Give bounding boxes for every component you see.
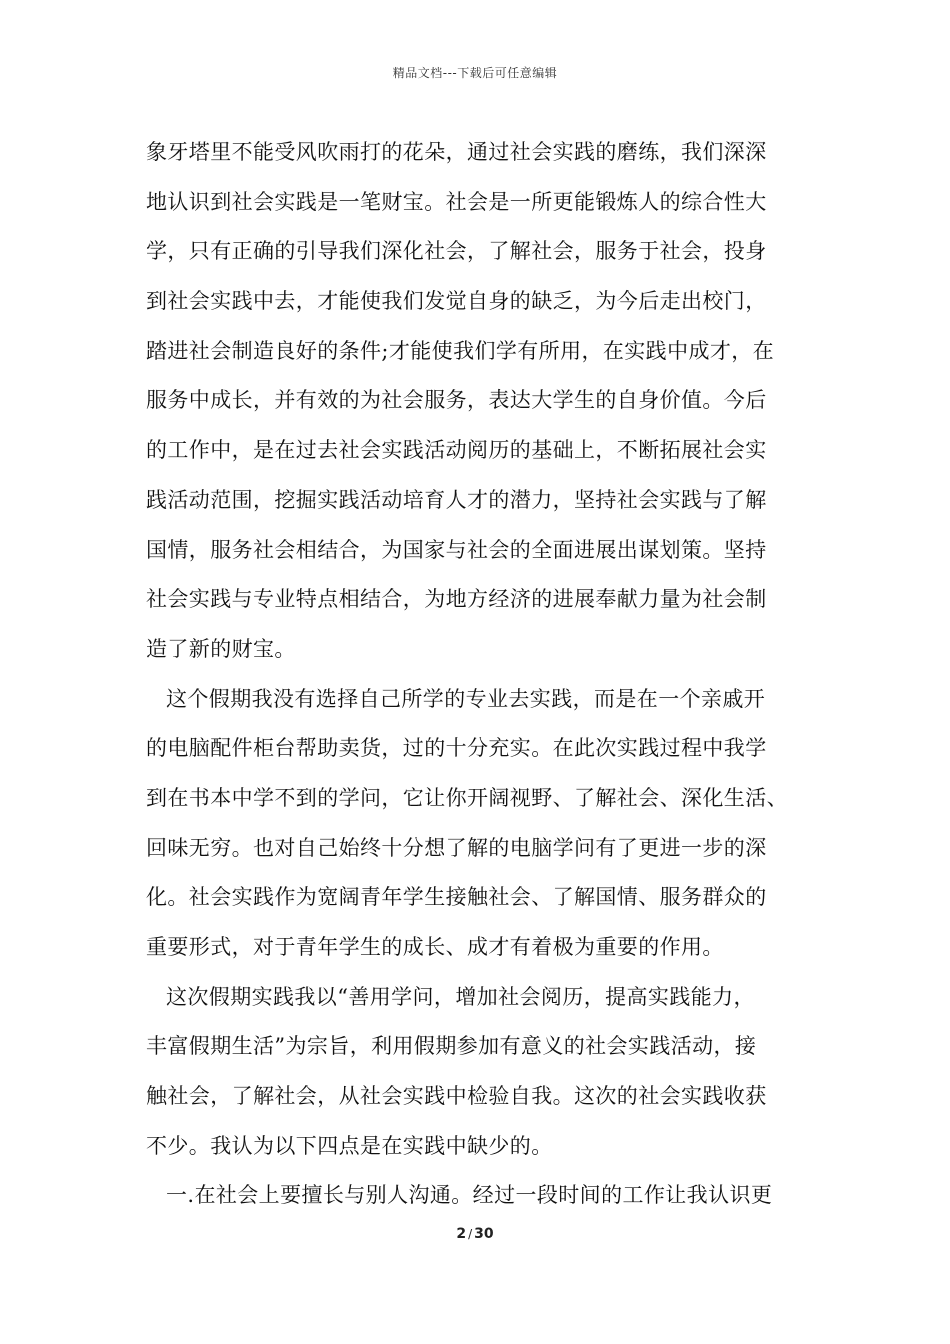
page-separator: / <box>468 1227 473 1241</box>
text-line: 社会实践与专业特点相结合，为地方经济的进展奉献力量为社会制 <box>146 587 767 612</box>
text-line: 的电脑配件柜台帮助卖货，过的十分充实。在此次实践过程中我学 <box>146 736 767 761</box>
page-number <box>0 1226 950 1242</box>
text-line: 不少。我认为以下四点是在实践中缺少的。 <box>146 1133 553 1158</box>
document-body <box>146 128 816 1221</box>
text-line: 重要形式，对于青年学生的成长、成才有着极为重要的作用。 <box>146 935 724 959</box>
paragraph-start-line: 这个假期我没有选择自己所学的专业去实践，而是在一个亲戚开 <box>166 686 766 711</box>
text-line: 回味无穷。也对自己始终十分想了解的电脑学问有了更进一步的深 <box>146 835 767 860</box>
text-line: 造了新的财宝。 <box>146 636 296 661</box>
total-pages-number: 30 <box>474 1226 494 1242</box>
text-line: 化。社会实践作为宽阔青年学生接触社会、了解国情、服务群众的 <box>146 885 767 910</box>
text-line: 丰富假期生活”为宗旨，利用假期参加有意义的社会实践活动，接 <box>146 1034 757 1059</box>
document-header: 精品文档---下载后可任意编辑 <box>392 66 558 80</box>
text-line: 触社会，了解社会，从社会实践中检验自我。这次的社会实践收获 <box>146 1084 767 1109</box>
paragraph-start-line: 一.在社会上要擅长与别人沟通。经过一段时间的工作让我认识更 <box>166 1183 773 1208</box>
text-line: 国情，服务社会相结合，为国家与社会的全面进展出谋划策。坚持 <box>146 537 767 562</box>
text-line: 到社会实践中去，才能使我们发觉自身的缺乏，为今后走出校门， <box>146 289 767 314</box>
paragraph-start-line: 这次假期实践我以“善用学问，增加社会阅历，提高实践能力， <box>166 984 755 1009</box>
text-line: 践活动范围，挖掘实践活动培育人才的潜力，坚持社会实践与了解 <box>146 487 767 512</box>
text-line: 踏进社会制造良好的条件;才能使我们学有所用，在实践中成才，在 <box>146 338 775 363</box>
text-line: 地认识到社会实践是一笔财宝。社会是一所更能锻炼人的综合性大 <box>146 189 767 214</box>
text-line: 到在书本中学不到的学问，它让你开阔视野、了解社会、深化生活、 <box>146 785 788 810</box>
text-line: 学，只有正确的引导我们深化社会，了解社会，服务于社会，投身 <box>146 239 767 264</box>
current-page-number: 2 <box>456 1226 467 1242</box>
text-line: 服务中成长，并有效的为社会服务，表达大学生的自身价值。今后 <box>146 388 767 413</box>
text-line: 象牙塔里不能受风吹雨打的花朵，通过社会实践的磨练，我们深深 <box>146 140 767 164</box>
text-line: 的工作中，是在过去社会实践活动阅历的基础上，不断拓展社会实 <box>146 438 767 463</box>
